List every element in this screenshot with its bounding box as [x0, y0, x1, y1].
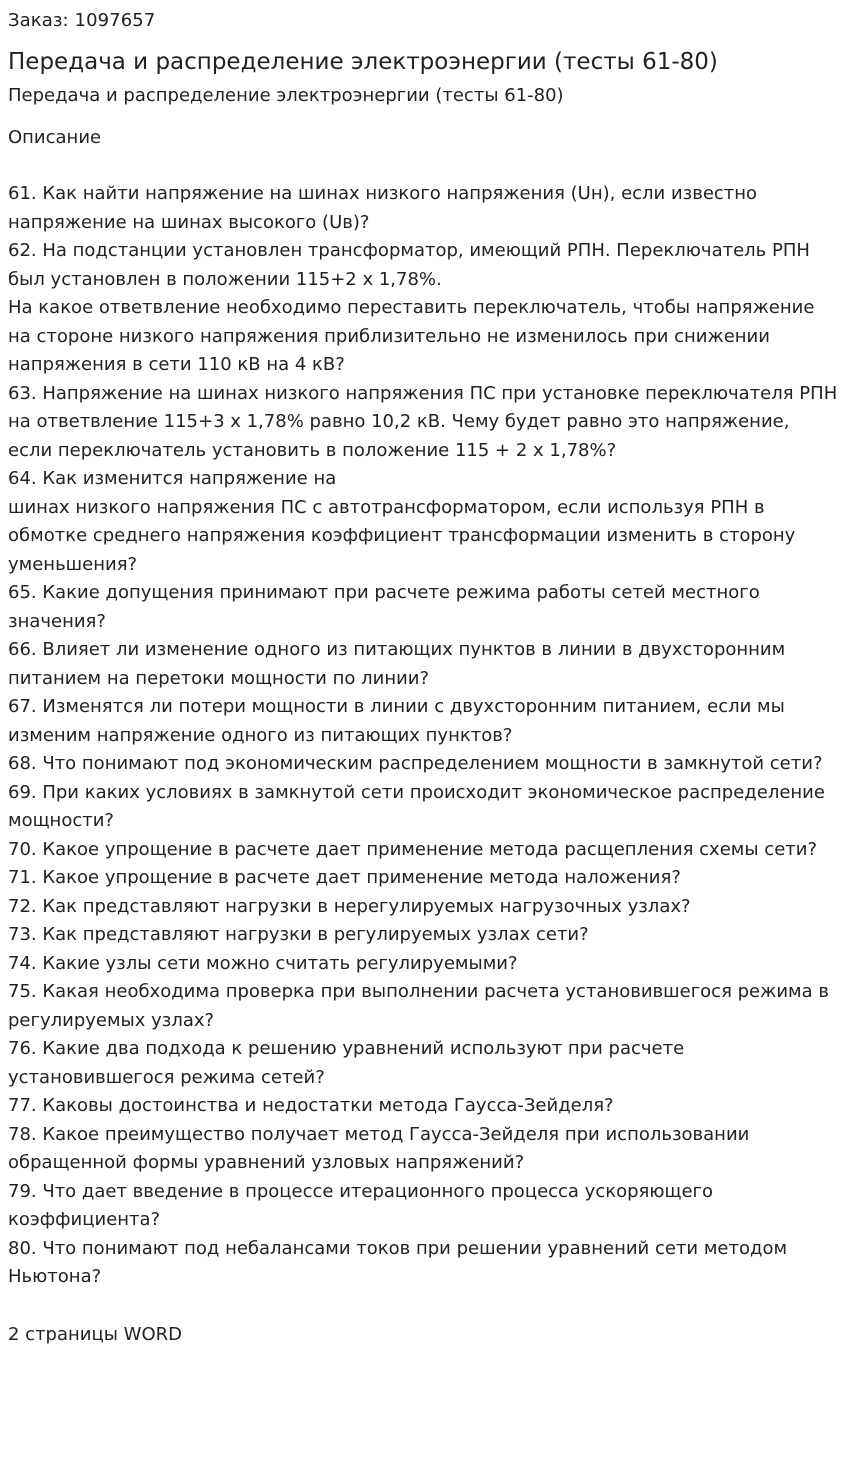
page-count-note: 2 страницы WORD [8, 1323, 182, 1345]
question-62: 62. На подстанции установлен трансформатор, имеющий РПН. Переключатель РПН был установлен в положении 115+2 х 1,78%. [8, 240, 810, 290]
question-63: 63. Напряжение на шинах низкого напряжения ПС при установке переключателя РПН на ответвление 115+3 х 1,78% равно 10,2 кВ. Чему будет равно это напряжение, если переключатель установить в положение 115 + 2 х 1,78%? [8, 382, 838, 461]
page-subtitle: Передача и распределение электроэнергии (тесты 61-80) [8, 85, 564, 106]
order-number: Заказ: 1097657 [8, 10, 156, 31]
question-80: 80. Что понимают под небалансами токов при решении уравнений сети методом Ньютона? [8, 1237, 788, 1287]
question-64: 64. Как изменится напряжение на [8, 468, 337, 489]
question-65: 65. Какие допущения принимают при расчете режима работы сетей местного значения? [8, 582, 760, 632]
question-76: 76. Какие два подхода к решению уравнений используют при расчете установившегося режима сетей? [8, 1038, 685, 1088]
question-77: 77. Каковы достоинства и недостатки метода Гаусса-Зейделя? [8, 1095, 614, 1116]
question-69: 69. При каких условиях в замкнутой сети происходит экономическое распределение мощности? [8, 781, 825, 831]
question-72: 72. Как представляют нагрузки в нерегулируемых нагрузочных узлах? [8, 895, 691, 917]
description-heading: Описание [8, 127, 102, 148]
question-61: 61. Как найти напряжение на шинах низкого напряжения (Uн), если известно напряжение на шинах высокого (Uв)? [8, 183, 758, 233]
question-64-continuation: шинах низкого напряжения ПС с автотрансформатором, если используя РПН в обмотке среднего напряжения коэффициент трансформации изменить в сторону уменьшения? [8, 496, 796, 575]
question-74: 74. Какие узлы сети можно считать регулируемыми? [8, 952, 518, 974]
page-title: Передача и распределение электроэнергии (тесты 61-80) [8, 49, 718, 75]
question-71: 71. Какое упрощение в расчете дает применение метода наложения? [8, 867, 681, 888]
question-73: 73. Как представляют нагрузки в регулируемых узлах сети? [8, 924, 589, 945]
question-68: 68. Что понимают под экономическим распределением мощности в замкнутой сети? [8, 753, 823, 774]
question-67: 67. Изменятся ли потери мощности в линии с двухсторонним питанием, если мы изменим напряжение одного из питающих пунктов? [8, 696, 785, 746]
question-70: 70. Какое упрощение в расчете дает применение метода расщепления схемы сети? [8, 838, 818, 860]
question-66: 66. Влияет ли изменение одного из питающих пунктов в линии в двухсторонним питанием на перетоки мощности по линии? [8, 639, 786, 689]
question-78: 78. Какое преимущество получает метод Гаусса-Зейделя при использовании обращенной формы уравнений узловых напряжений? [8, 1123, 750, 1173]
question-75: 75. Какая необходима проверка при выполнении расчета установившегося режима в регулируемых узлах? [8, 981, 829, 1031]
question-79: 79. Что дает введение в процессе итерационного процесса ускоряющего коэффициента? [8, 1180, 714, 1230]
question-62-continuation: На какое ответвление необходимо переставить переключатель, чтобы напряжение на стороне низкого напряжения приблизительно не изменилось при снижении напряжения в сети 110 кВ на 4 кВ? [8, 297, 815, 375]
questions-list [8, 180, 839, 1292]
